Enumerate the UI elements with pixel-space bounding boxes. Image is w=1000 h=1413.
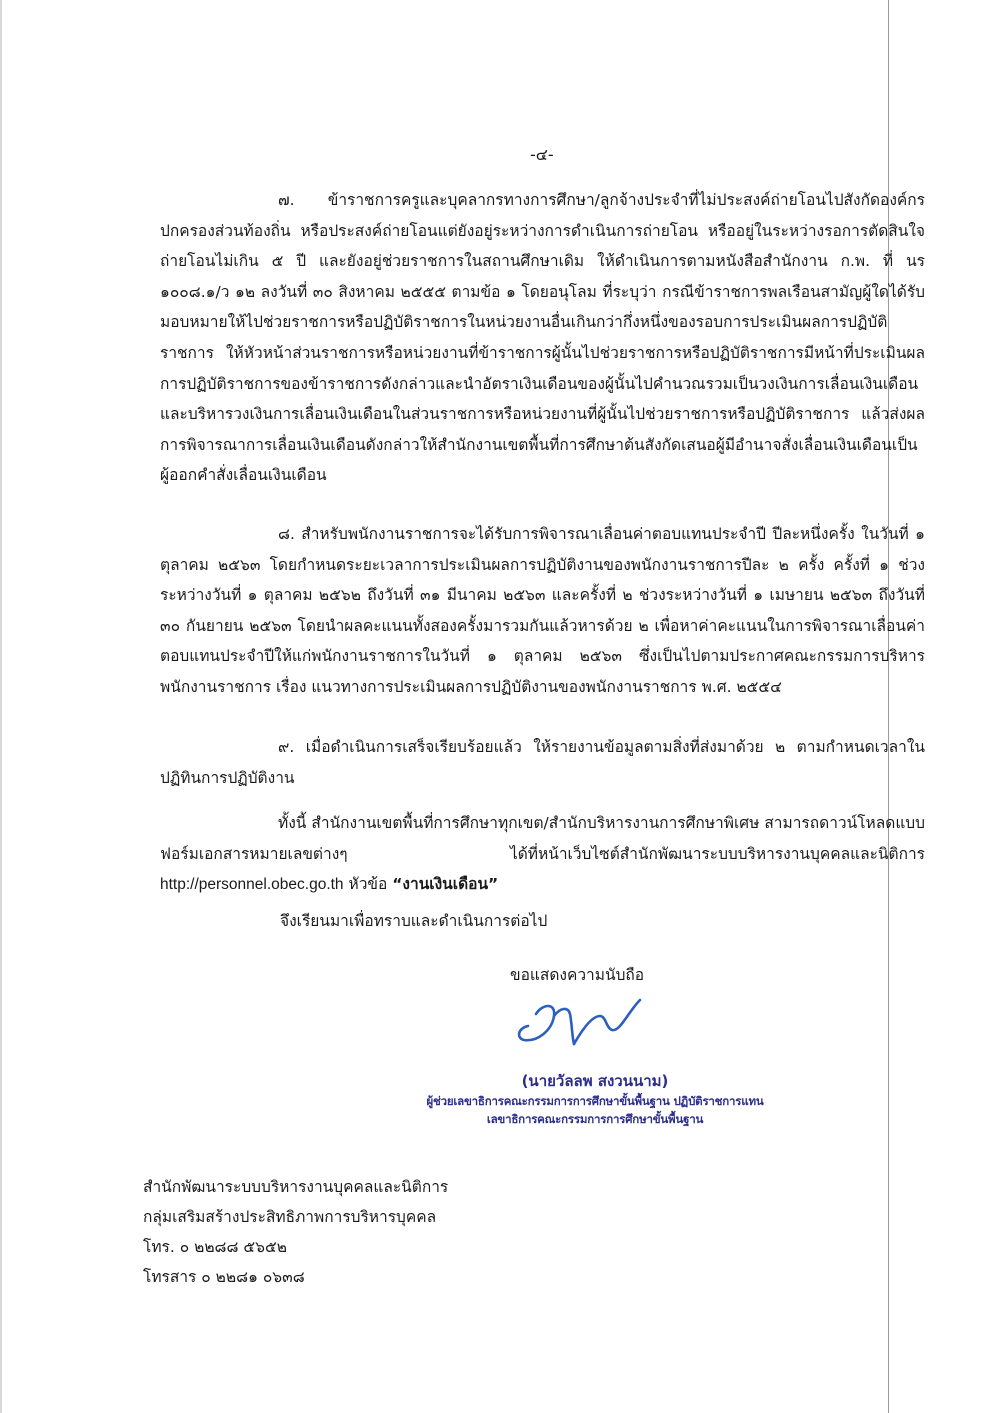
signature-image bbox=[508, 990, 658, 1070]
download-note bbox=[160, 808, 925, 901]
page-number: -๔- bbox=[530, 145, 554, 164]
paragraph-9: ๙. เมื่อดำเนินการเสร็จเรียบร้อยแล้ว ให้รายงานข้อมูลตามสิ่งที่ส่งมาด้วย ๒ ตามกำหนดเวลาในปฏิทินการปฏิบัติงาน bbox=[160, 738, 925, 787]
download-note-text: ทั้งนี้ สำนักงานเขตพื้นที่การศึกษาทุกเขต/สำนักบริหารงานการศึกษาพิเศษ สามารถดาวน์โหลดแบบฟอร์มเอกสารหมายเลขต่างๆ ได้ที่หน้าเว็บไซต์สำนักพัฒนาระบบบริหารงานบุคคลและนิติการ bbox=[160, 814, 925, 863]
closing-line: จึงเรียนมาเพื่อทราบและดำเนินการต่อไป bbox=[280, 912, 548, 930]
footer-office: สำนักพัฒนาระบบบริหารงานบุคคลและนิติการ bbox=[143, 1178, 449, 1196]
sender-footer bbox=[143, 1172, 448, 1292]
footer-group: กลุ่มเสริมสร้างประสิทธิภาพการบริหารบุคคล bbox=[143, 1208, 437, 1226]
topic-name: “งานเงินเดือน” bbox=[392, 875, 499, 894]
signer-position-line2: เลขาธิการคณะกรรมการการศึกษาขั้นพื้นฐาน bbox=[486, 1112, 704, 1126]
paragraph-8: ๘. สำหรับพนักงานราชการจะได้รับการพิจารณาเลื่อนค่าตอบแทนประจำปี ปีละหนึ่งครั้ง ในวันที่ ๑ ตุลาคม ๒๕๖๓ โดยกำหนดระยะเวลาการประเมินผลการปฏิบัติงานของพนักงานราชการปีละ ๒ ครั้ง ครั้งที่ ๑ ช่วงระหว่างวันที่ ๑ ตุลาคม ๒๕๖๒ ถึงวันที่ ๓๑ มีนาคม ๒๕๖๓ และครั้งที่ ๒ ช่วงระหว่างวันที่ ๑ เมษายน ๒๕๖๓ ถึงวันที่ ๓๐ กันยายน ๒๕๖๓ โดยนำผลคะแนนทั้งสองครั้งมารวมกันแล้วหารด้วย ๒ เพื่อหาค่าคะแนนในการพิจารณาเลื่อนค่าตอบแทนประจำปีให้แก่พนักงานราชการในวันที่ ๑ ตุลาคม ๒๕๖๓ ซึ่งเป็นไปตามประกาศคณะกรรมการบริหารพนักงานราชการ เรื่อง แนวทางการประเมินผลการปฏิบัติงานของพนักงานราชการ พ.ศ. ๒๕๕๔ bbox=[160, 525, 925, 696]
topic-prefix: หัวข้อ bbox=[343, 875, 393, 894]
paragraph-7: ๗. ข้าราชการครูและบุคลากรทางการศึกษา/ลูกจ้างประจำที่ไม่ประสงค์ถ่ายโอนไปสังกัดองค์กรปกครองส่วนท้องถิ่น หรือประสงค์ถ่ายโอนแต่ยังอยู่ระหว่างการดำเนินการถ่ายโอน หรืออยู่ในระหว่างรอการตัดสินใจถ่ายโอนไม่เกิน ๕ ปี และยังอยู่ช่วยราชการในสถานศึกษาเดิม ให้ดำเนินการตามหนังสือสำนักงาน ก.พ. ที่ นร ๑๐๐๘.๑/ว ๑๒ ลงวันที่ ๓๐ สิงหาคม ๒๕๕๕ ตามข้อ ๑ โดยอนุโลม ที่ระบุว่า กรณีข้าราชการพลเรือนสามัญผู้ใดได้รับมอบหมายให้ไปช่วยราชการหรือปฏิบัติราชการในหน่วยงานอื่นเกินกว่ากึ่งหนึ่งของรอบการประเมินผลการปฏิบัติราชการ ให้หัวหน้าส่วนราชการหรือหน่วยงานที่ข้าราชการผู้นั้นไปช่วยราชการหรือปฏิบัติราชการมีหน้าที่ประเมินผลการปฏิบัติราชการของข้าราชการดังกล่าวและนำอัตราเงินเดือนของผู้นั้นไปคำนวณรวมเป็นวงเงินการเลื่อนเงินเดือนและบริหารวงเงินการเลื่อนเงินเดือนในส่วนราชการหรือหน่วยงานที่ผู้นั้นไปช่วยราชการหรือปฏิบัติราชการ แล้วส่งผลการพิจารณาการเลื่อนเงินเดือนดังกล่าวให้สำนักงานเขตพื้นที่การศึกษาต้นสังกัดเสนอผู้มีอำนาจสั่งเลื่อนเงินเดือนเป็นผู้ออกคำสั่งเลื่อนเงินเดือน bbox=[160, 191, 925, 485]
footer-phone: โทร. ๐ ๒๒๘๘ ๕๖๕๒ bbox=[143, 1238, 287, 1256]
website-link[interactable]: http://personnel.obec.go.th bbox=[160, 876, 344, 894]
footer-fax: โทรสาร ๐ ๒๒๘๑ ๐๖๓๘ bbox=[143, 1268, 305, 1286]
signer-position-line1: ผู้ช่วยเลขาธิการคณะกรรมการการศึกษาขั้นพื้นฐาน ปฏิบัติราชการแทน bbox=[426, 1094, 764, 1108]
signer-block bbox=[390, 1070, 800, 1128]
regards-line: ขอแสดงความนับถือ bbox=[510, 966, 645, 984]
signer-name: (นายวัลลพ สงวนนาม) bbox=[521, 1072, 669, 1090]
